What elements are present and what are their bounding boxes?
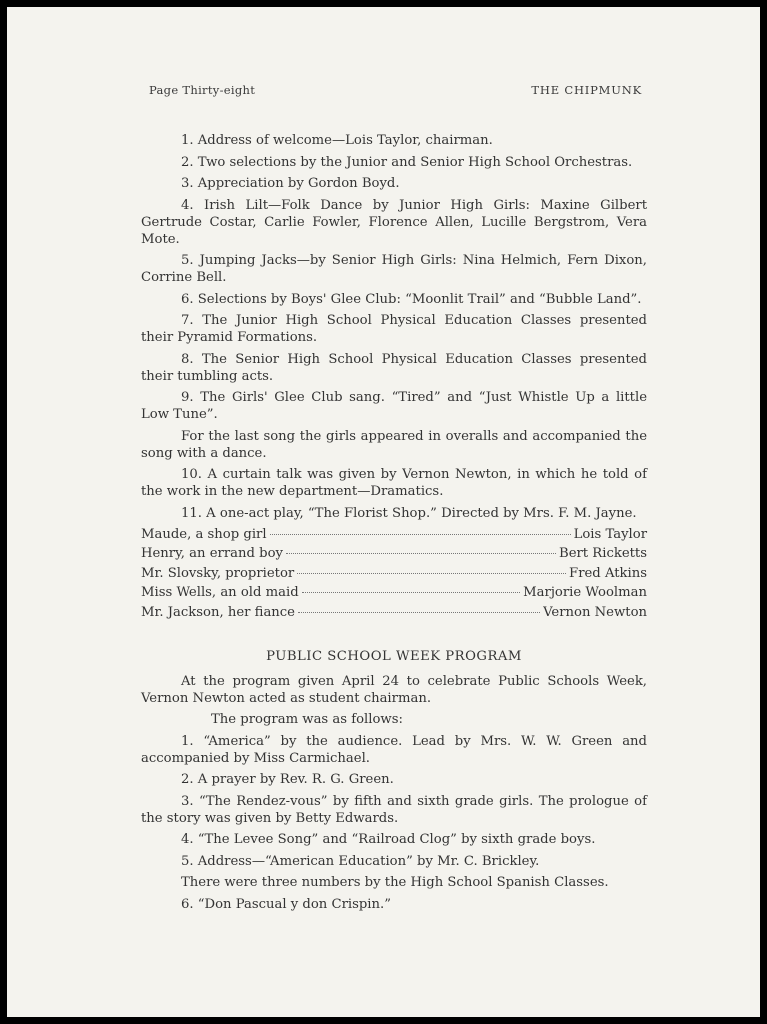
program-item: 2. Two selections by the Junior and Senior High School Orchestras. [181, 154, 633, 170]
document-page [7, 7, 760, 1017]
cast-actor: Vernon Newton [543, 604, 647, 620]
cast-actor: Fred Atkins [569, 565, 647, 581]
cast-list [141, 526, 647, 623]
cast-row [141, 545, 647, 564]
cast-actor: Lois Taylor [573, 527, 647, 542]
dot-leader [286, 553, 556, 554]
program-item: 11. A one-act play, “The Florist Shop.” Directed by Mrs. F. M. Jayne. [181, 505, 637, 521]
week-program-item: 6. “Don Pascual y don Crispin.” [181, 896, 391, 912]
page-number-label: Page Thirty-eight [149, 83, 256, 97]
program-item: 4. Irish Lilt—Folk Dance by Junior High Girls: Maxine Gilbert Gertrude Costar, Carlie Fowler, Florence Allen, Lucille Bergstrom, Vera Mote. [141, 197, 647, 247]
cast-actor: Marjorie Woolman [523, 585, 647, 601]
week-program-item: 5. Address—“American Education” by Mr. C. Brickley. [181, 853, 540, 869]
cast-role: Maude, a shop girl [141, 527, 267, 542]
program-item: 1. Address of welcome—Lois Taylor, chairman. [181, 133, 493, 148]
cast-role: Mr. Jackson, her fiance [141, 604, 295, 620]
program-item: 10. A curtain talk was given by Vernon Newton, in which he told of the work in the new department—Dramatics. [141, 467, 647, 499]
week-program-item: 1. “America” by the audience. Lead by Mrs. W. W. Green and accompanied by Miss Carmichael. [141, 733, 647, 766]
dot-leader [302, 592, 520, 593]
dot-leader [298, 612, 540, 613]
cast-row [141, 526, 647, 545]
program-item: 5. Jumping Jacks—by Senior High Girls: Nina Helmich, Fern Dixon, Corrine Bell. [141, 253, 647, 285]
program-item: 3. Appreciation by Gordon Boyd. [181, 176, 400, 191]
cast-role: Miss Wells, an old maid [141, 585, 299, 601]
dot-leader [270, 534, 571, 535]
week-program-item: 4. “The Levee Song” and “Railroad Clog” by sixth grade boys. [181, 832, 596, 848]
cast-role: Mr. Slovsky, proprietor [141, 565, 295, 581]
section-intro-followup: The program was as follows: [211, 712, 403, 728]
publication-title: THE CHIPMUNK [531, 83, 642, 97]
program-item: 7. The Junior High School Physical Education Classes presented their Pyramid Formations. [141, 313, 647, 345]
section-heading: PUBLIC SCHOOL WEEK PROGRAM [266, 648, 522, 664]
week-program-note: There were three numbers by the High School Spanish Classes. [181, 875, 609, 891]
program-item: 6. Selections by Boys' Glee Club: “Moonlit Trail” and “Bubble Land”. [181, 291, 642, 307]
cast-role: Henry, an errand boy [141, 546, 283, 562]
program-item: 9. The Girls' Glee Club sang. “Tired” and “Just Whistle Up a little Low Tune”. [141, 390, 647, 422]
week-program-item: 2. A prayer by Rev. R. G. Green. [181, 772, 394, 788]
cast-row [141, 584, 647, 603]
cast-row [141, 604, 647, 623]
section-intro: At the program given April 24 to celebrate Public Schools Week, Vernon Newton acted as student chairman. [141, 673, 647, 706]
cast-row [141, 565, 647, 584]
page-body [141, 132, 647, 917]
week-program-item: 3. “The Rendez-vous” by fifth and sixth grade girls. The prologue of the story was given by Betty Edwards. [141, 793, 647, 826]
program-item: 8. The Senior High School Physical Education Classes presented their tumbling acts. [141, 351, 647, 384]
program-note: For the last song the girls appeared in overalls and accompanied the song with a dance. [141, 428, 647, 461]
cast-actor: Bert Ricketts [559, 546, 647, 562]
dot-leader [297, 573, 566, 574]
